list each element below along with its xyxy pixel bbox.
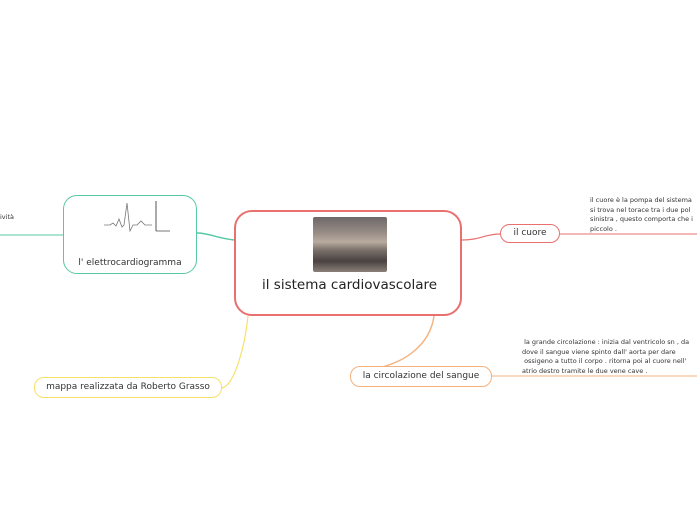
cuore-note-line: piccolo . — [590, 224, 617, 233]
ecg-label: l' elettrocardiogramma — [78, 258, 182, 268]
topic-il-cuore[interactable]: il cuore — [500, 224, 560, 243]
circolazione-note-line: la grande circolazione : inizia dal ventricolo sn , da — [522, 338, 690, 346]
central-title: il sistema cardiovascolare — [262, 277, 438, 293]
ecg-waveform-image — [104, 201, 172, 241]
topic-circolazione[interactable]: la circolazione del sangue — [350, 366, 492, 387]
topic-mappa-autore[interactable]: mappa realizzata da Roberto Grasso — [34, 377, 222, 398]
cuore-note-line: il cuore è la pompa del sistema — [590, 196, 692, 204]
circolazione-note-line: atrio destro tramite le due vene cave . — [522, 366, 648, 375]
circolazione-note-line: dove il sangue viene spinto dall' aorta per dare — [522, 347, 676, 356]
cuore-note-line: sinistra , questo comporta che i — [590, 215, 693, 224]
circolazione-note-line: ossigeno a tutto il corpo . ritorna poi al cuore nell' — [522, 357, 687, 366]
sky-image — [313, 217, 387, 272]
ecg-note-fragment: ività — [0, 213, 14, 221]
cuore-note-line: si trova nel torace tra i due pol — [590, 205, 691, 214]
central-topic[interactable] — [234, 210, 462, 316]
cuore-note — [590, 196, 697, 234]
circolazione-note — [522, 338, 697, 376]
ecg-topic[interactable] — [63, 195, 197, 274]
